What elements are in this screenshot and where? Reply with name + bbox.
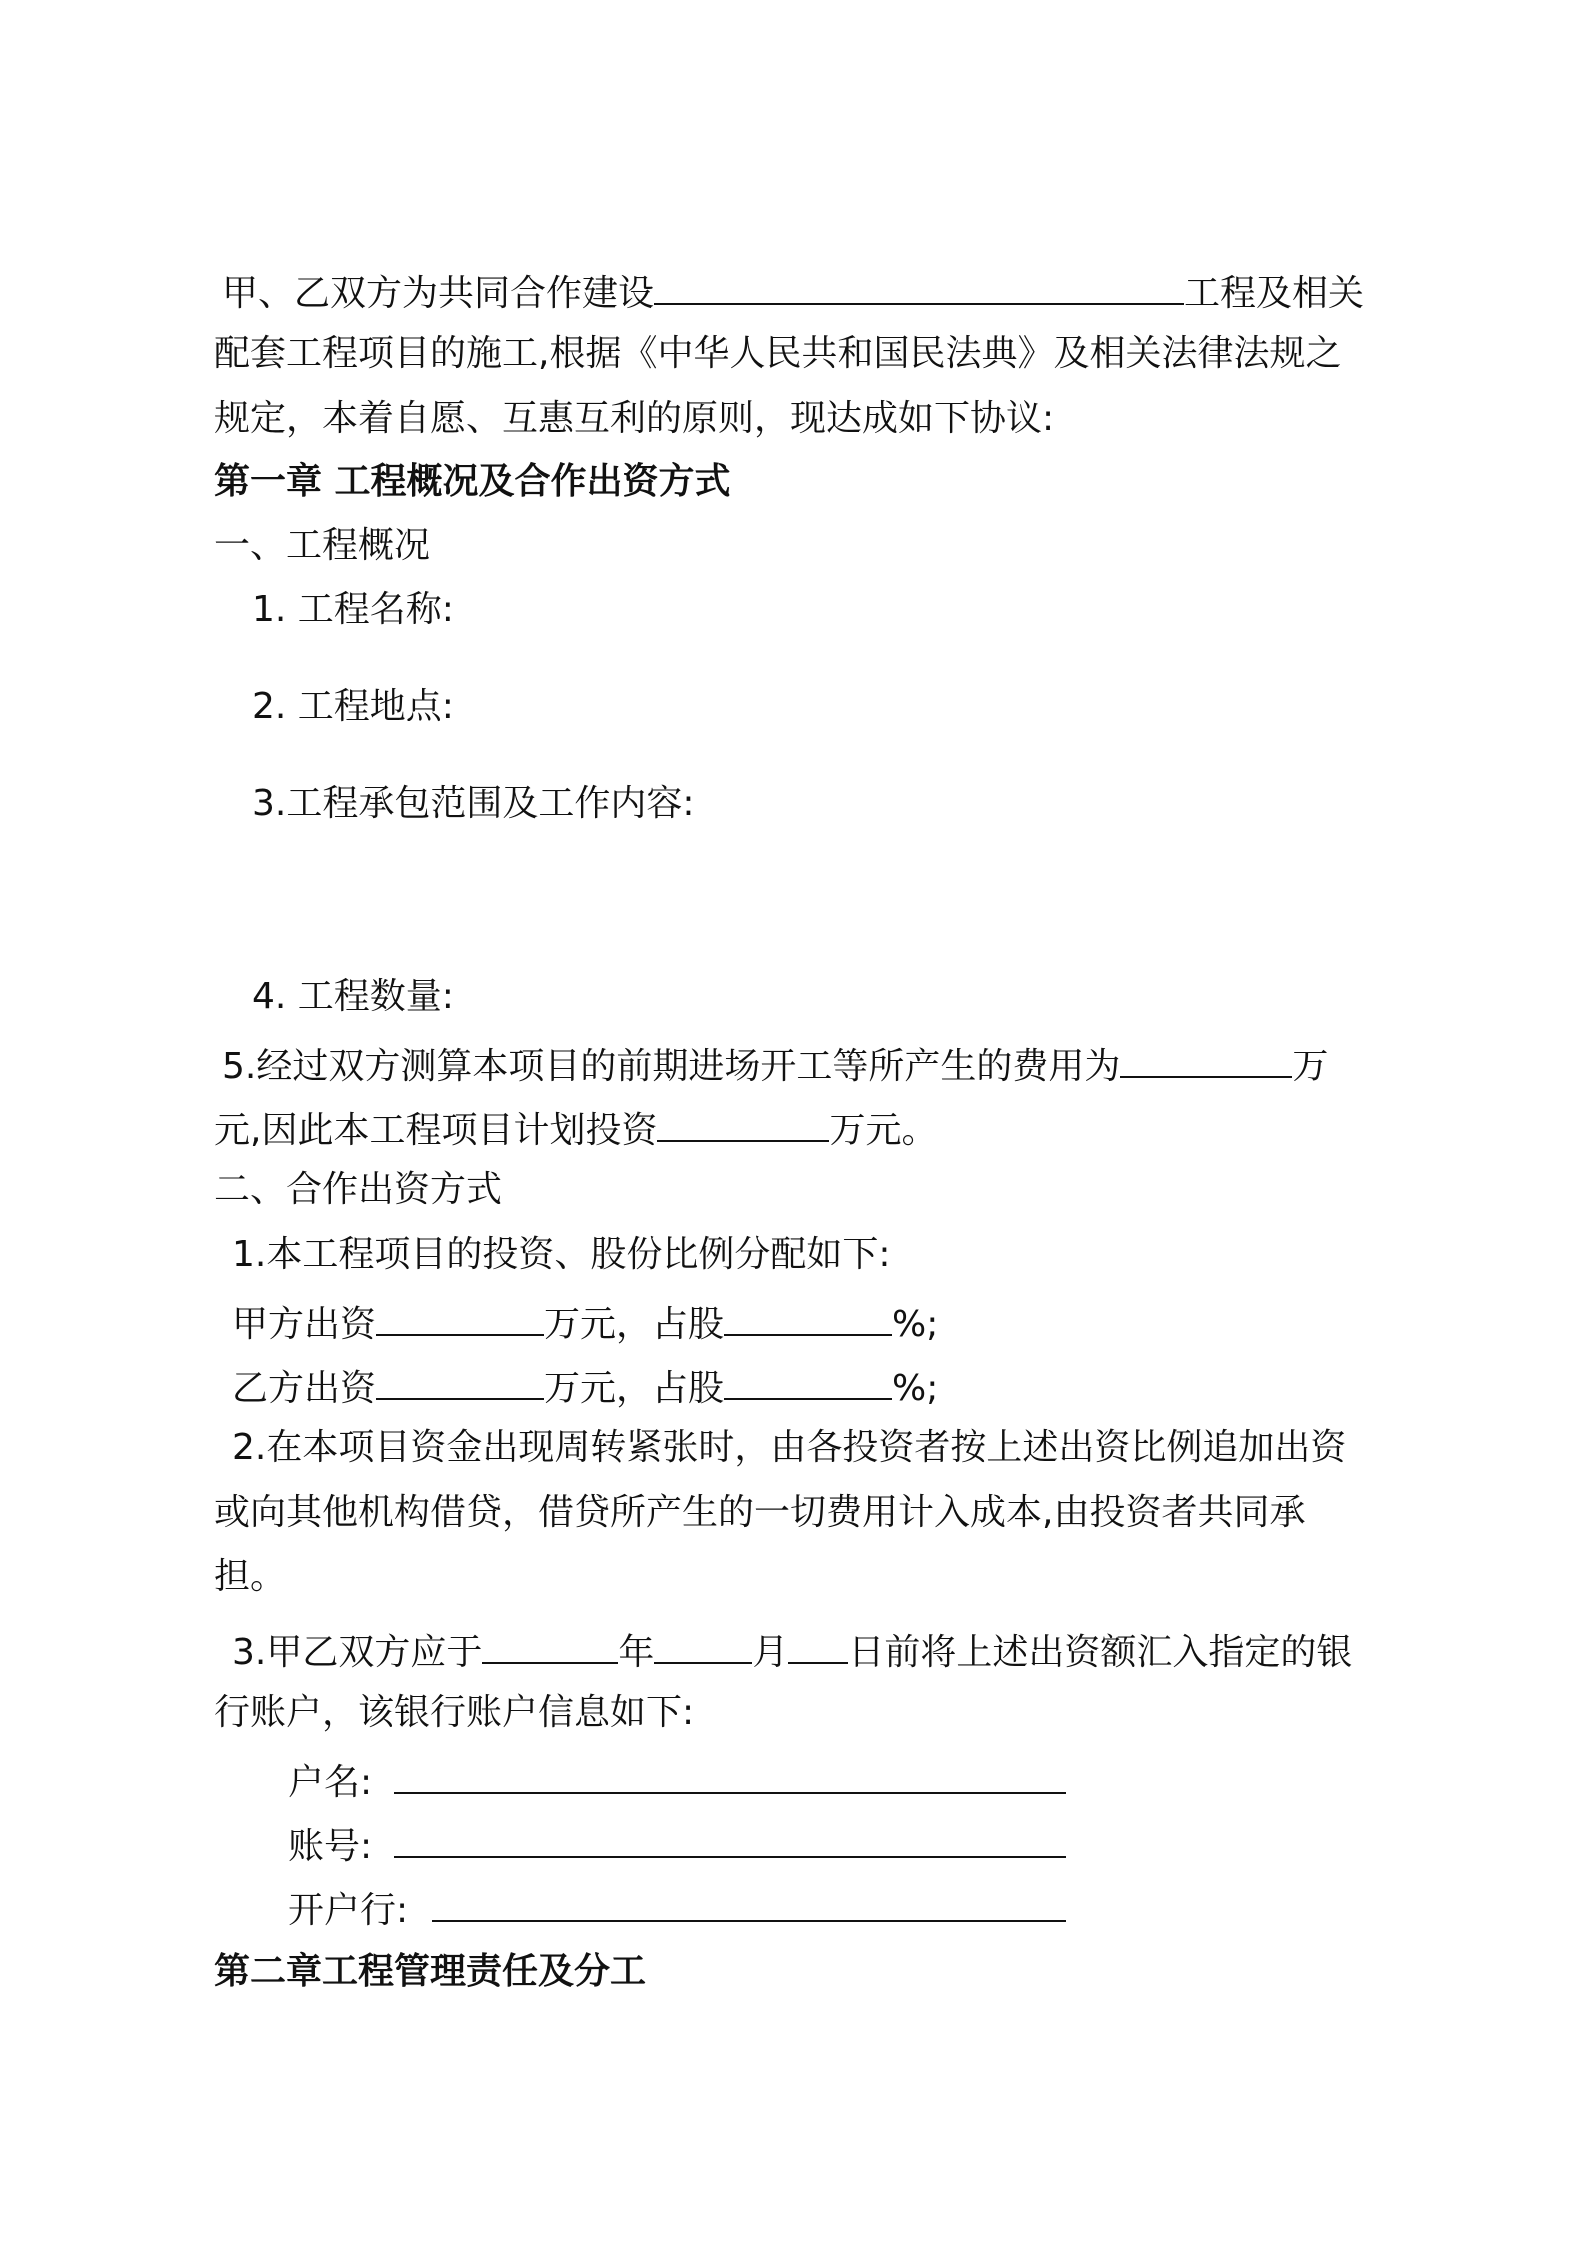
- party-b-share-text: 万元，占股: [544, 1368, 725, 1409]
- item-3-text-b: 日前将上述出资额汇入指定的银: [848, 1632, 1353, 1673]
- item-5-line-2: [214, 1102, 1384, 1150]
- project-name-blank: [654, 265, 1184, 305]
- day-blank: [788, 1624, 848, 1664]
- bank-row: [288, 1882, 1458, 1930]
- year-blank: [482, 1624, 618, 1664]
- item-project-location: 2. 工程地点:: [252, 686, 454, 727]
- party-a-percent: %;: [892, 1304, 939, 1345]
- party-b-label: 乙方出资: [232, 1368, 377, 1409]
- item-5-text-a: 5.经过双方测算本项目的前期进场开工等所产生的费用为: [222, 1046, 1121, 1087]
- party-a-share-blank: [724, 1296, 892, 1336]
- party-b-share-blank: [724, 1360, 892, 1400]
- investment-item-2-line-2: 或向其他机构借贷，借贷所产生的一切费用计入成本,由投资者共同承: [214, 1492, 1306, 1533]
- intro-text-a: 甲、乙双方为共同合作建设: [222, 273, 655, 314]
- party-a-investment: [232, 1296, 1402, 1344]
- account-name-blank: [394, 1754, 1066, 1794]
- item-5-line-1: [222, 1038, 1392, 1086]
- initial-cost-blank: [1120, 1038, 1292, 1078]
- item-5-text-d: 万元。: [829, 1110, 938, 1151]
- item-5-text-b: 万: [1292, 1046, 1329, 1087]
- month-blank: [654, 1624, 752, 1664]
- investment-item-3-line-2: 行账户，该银行账户信息如下:: [214, 1692, 695, 1733]
- account-number-blank: [394, 1818, 1066, 1858]
- account-number-label: 账号:: [288, 1826, 373, 1867]
- bank-blank: [432, 1882, 1066, 1922]
- party-b-amount-blank: [376, 1360, 544, 1400]
- chapter-1-title: 第一章 工程概况及合作出资方式: [214, 461, 731, 502]
- bank-label: 开户行:: [288, 1890, 409, 1931]
- planned-investment-blank: [657, 1102, 829, 1142]
- section-2-heading: 二、合作出资方式: [214, 1169, 503, 1210]
- party-a-label: 甲方出资: [232, 1304, 377, 1345]
- party-a-amount-blank: [376, 1296, 544, 1336]
- item-5-text-c: 元,因此本工程项目计划投资: [214, 1110, 658, 1151]
- item-3-text-a: 3.甲乙双方应于: [232, 1632, 483, 1673]
- party-b-investment: [232, 1360, 1402, 1408]
- account-name-row: [288, 1754, 1458, 1802]
- investment-item-3-line-1: [232, 1624, 1402, 1672]
- item-project-quantity: 4. 工程数量:: [252, 976, 454, 1017]
- chapter-2-title: 第二章工程管理责任及分工: [214, 1951, 647, 1992]
- year-label: 年: [618, 1632, 655, 1673]
- account-number-row: [288, 1818, 1458, 1866]
- intro-line-3: 规定，本着自愿、互惠互利的原则，现达成如下协议:: [214, 398, 1055, 439]
- month-label: 月: [752, 1632, 789, 1673]
- party-a-share-text: 万元，占股: [544, 1304, 725, 1345]
- account-name-label: 户名:: [288, 1762, 373, 1803]
- investment-item-2-line-1: 2.在本项目资金出现周转紧张时，由各投资者按上述出资比例追加出资: [232, 1427, 1347, 1468]
- party-b-percent: %;: [892, 1368, 939, 1409]
- investment-item-1: 1.本工程项目的投资、股份比例分配如下:: [232, 1234, 891, 1275]
- item-project-name: 1. 工程名称:: [252, 589, 454, 630]
- intro-line-1: [222, 265, 1392, 313]
- section-1-heading: 一、工程概况: [214, 525, 431, 566]
- intro-text-b: 工程及相关: [1184, 273, 1365, 314]
- investment-item-2-line-3: 担。: [214, 1556, 287, 1597]
- item-project-scope: 3.工程承包范围及工作内容:: [252, 783, 695, 824]
- intro-line-2: 配套工程项目的施工,根据《中华人民共和国民法典》及相关法律法规之: [214, 333, 1342, 374]
